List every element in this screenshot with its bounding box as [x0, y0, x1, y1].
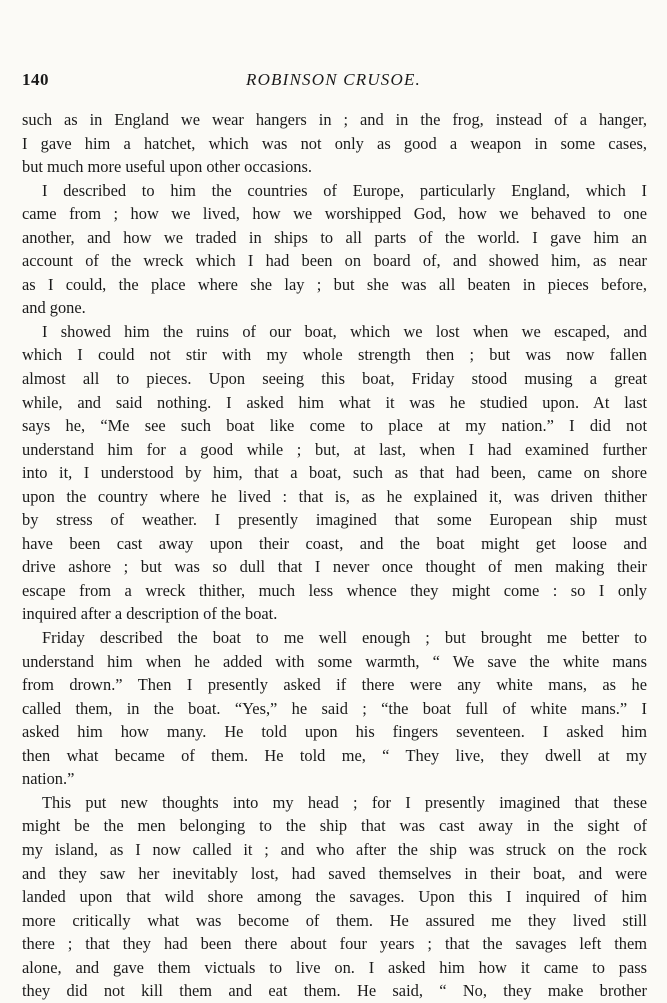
text-line: and gone. [22, 298, 86, 318]
text-line: by stress of weather. I presently imagined that some European ship must [22, 510, 647, 530]
text-line: upon the country where he lived : that is, as he explained it, was driven thither [22, 486, 647, 506]
running-title: ROBINSON CRUSOE. [245, 70, 422, 89]
text-line: such as in England we wear hangers in ; and in the frog, instead of a hanger, [22, 110, 647, 129]
text-line: says he, “Me see such boat like come to place at my nation.” I did not [22, 416, 647, 436]
text-line: then what became of them. He told me, “ They live, they dwell at my [22, 745, 647, 765]
paragraph [22, 320, 647, 626]
text-line: more critically what was become of them. He assured me they lived still [22, 910, 647, 930]
text-line: I gave him a hatchet, which was not only as good a weapon in some cases, [22, 133, 647, 153]
text-line: came from ; how we lived, how we worshipped God, how we behaved to one [22, 204, 647, 224]
page-header [22, 70, 645, 92]
text-line: as I could, the place where she lay ; but she was all beaten in pieces before, [22, 274, 647, 294]
text-line: I showed him the ruins of our boat, which we lost when we escaped, and [42, 321, 647, 341]
paragraph [22, 791, 647, 1003]
text-line: but much more useful upon other occasions. [22, 157, 312, 177]
text-line: inquired after a description of the boat. [22, 604, 278, 624]
text-line: escape from a wreck thither, much less whence they might come : so I only [22, 580, 647, 600]
text-line: might be the men belonging to the ship that was cast away in the sight of [22, 816, 647, 836]
text-line: Friday described the boat to me well enough ; but brought me better to [42, 628, 647, 648]
text-line: landed upon that wild shore among the savages. Upon this I inquired of him [22, 887, 647, 907]
text-line: asked him how many. He told upon his fingers seventeen. I asked him [22, 722, 647, 742]
text-line: into it, I understood by him, that a boat, such as that had been, came on shore [22, 463, 647, 483]
page-number: 140 [22, 70, 49, 89]
text-line: I described to him the countries of Europe, particularly England, which I [42, 180, 647, 200]
paragraph [22, 626, 647, 791]
text-line: another, and how we traded in ships to all parts of the world. I gave him an [22, 227, 647, 247]
text-line: drive ashore ; but was so dull that I never once thought of men making their [22, 557, 647, 577]
text-line: from drown.” Then I presently asked if there were any white mans, as he [22, 675, 647, 695]
text-line: have been cast away upon their coast, and the boat might get loose and [22, 533, 647, 553]
text-line: there ; that they had been there about four years ; that the savages left them [22, 934, 647, 954]
text-line: which I could not stir with my whole strength then ; but was now fallen [22, 345, 647, 365]
text-line: alone, and gave them victuals to live on. I asked him how it came to pass [22, 957, 647, 977]
text-line: nation.” [22, 769, 75, 789]
text-line: called them, in the boat. “Yes,” he said ; “the boat full of white mans.” I [22, 698, 647, 718]
paragraph [22, 108, 647, 179]
body-text [22, 108, 647, 1003]
paragraph [22, 179, 647, 320]
text-line: and they saw her inevitably lost, had saved themselves in their boat, and were [22, 863, 647, 883]
text-line: understand him when he added with some warmth, “ We save the white mans [22, 651, 647, 671]
text-line: almost all to pieces. Upon seeing this boat, Friday stood musing a great [22, 369, 647, 389]
text-line: This put new thoughts into my head ; for I presently imagined that these [42, 792, 647, 812]
text-line: account of the wreck which I had been on board of, and showed him, as near [22, 251, 647, 271]
text-line: understand him for a good while ; but, at last, when I had examined further [22, 439, 647, 459]
text-line: while, and said nothing. I asked him what it was he studied upon. At last [22, 392, 647, 412]
text-line: my island, as I now called it ; and who after the ship was struck on the rock [22, 839, 647, 859]
text-line: they did not kill them and eat them. He said, “ No, they make brother [22, 981, 647, 1001]
